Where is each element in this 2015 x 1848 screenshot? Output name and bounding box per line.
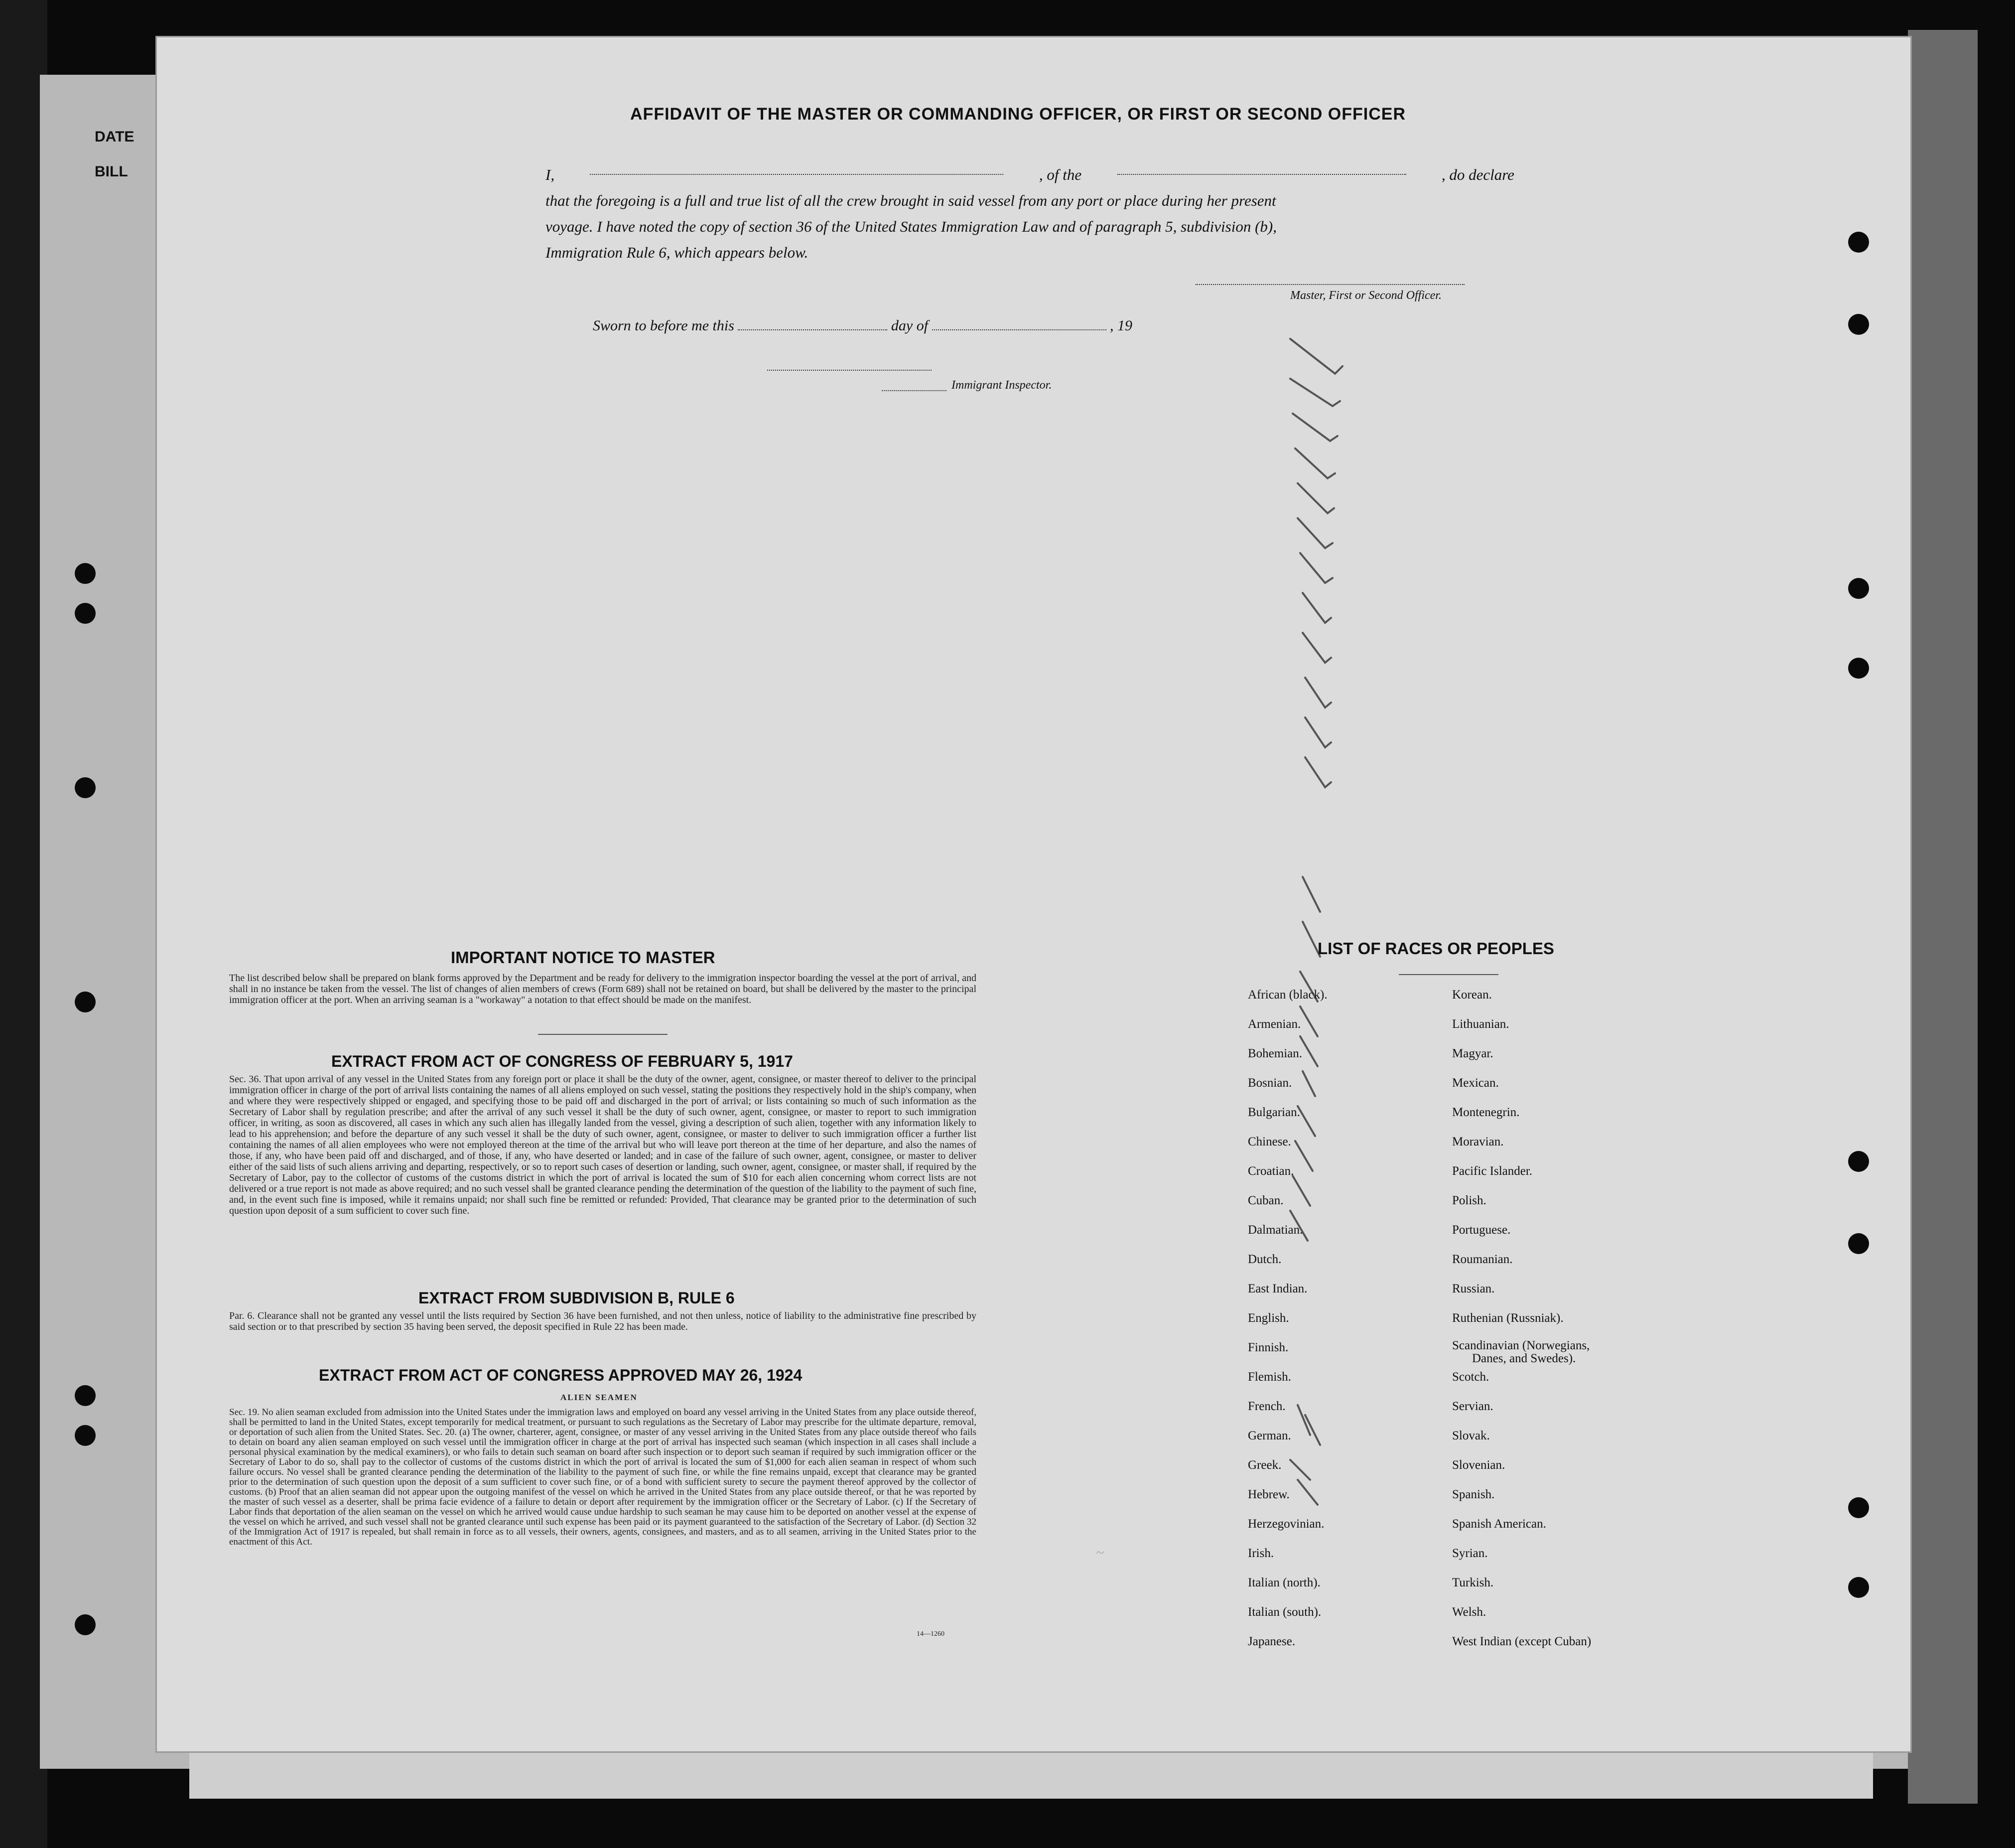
race-item: Cuban.: [1248, 1194, 1284, 1207]
races-left-column: [1248, 987, 1328, 1663]
sworn-day-field[interactable]: [738, 317, 887, 330]
race-item: Lithuanian.: [1452, 1017, 1509, 1031]
race-item-line: Danes, and Swedes).: [1472, 1352, 1576, 1365]
punch-hole: [1848, 232, 1869, 253]
side-tab-bill: BILL: [95, 163, 128, 180]
underlying-page-edge: [1908, 30, 1978, 1804]
race-item: Korean.: [1452, 988, 1492, 1001]
declaration-text: [545, 162, 1514, 266]
races-divider: [1399, 974, 1498, 975]
extract-1924-text: Sec. 19. No alien seaman excluded from admission into the United States under the immigration laws and employed on board any vessel arriving in the United States from any place outside thereof, shall be permitted to land in the United States, except temporarily for medical treatment, or pursuant to such regulations as the Secretary of Labor may prescribe for the ultimate departure, removal, or deportation of such alien from the United States. Sec. 20. (a) The owner, charterer, agent, consignee, or master of any vessel arriving in the United States from any place outside thereof who fails to detain on board any alien seaman employed on such vessel until the immigration officer in charge at the port of arrival has inspected such seaman (which inspection in all cases shall include a personal physical examination by the medical examiners), or who fails to detain such seaman on board after such inspection or to deport such seaman if required by such immigration officer or the Secretary of Labor to do so, shall pay to the collector of customs of the customs district in which the port of arrival is located the sum of $1,000 for each alien seaman in respect of whom such failure occurs. No vessel shall be granted clearance pending the determination of the liability to the payment of such fine, or while the fine remains unpaid, except that clearance may be granted prior to the determination of such question upon the deposit of a sum sufficient to cover such fine, or of a bond with sufficient surety to secure the payment thereof approved by the collector of customs. (b) Proof that an alien seaman did not appear upon the outgoing manifest of the vessel on which he arrived in the United States from any place outside thereof, or that he was reported by the master of such vessel as a deserter, shall be prima facie evidence of a failure to detain or deport after requirement by the immigration officer or the Secretary of Labor. (c) If the Secretary of Labor finds that deportation of the alien seaman on the vessel on which he arrived would cause undue hardship to such seaman he may cause him to be deported on another vessel at the expense of the vessel on which he arrived, and such vessel shall not be granted clearance until such expense has been paid or its payment guaranteed to the satisfaction of the Secretary of Labor. (d) Section 32 of the Immigration Act of 1917 is repealed, but shall remain in force as to all vessels, their owners, agents, consignees, and masters, and as to all seamen, arriving in the United States prior to the enactment of this Act.: [229, 1407, 976, 1547]
race-item: Greek.: [1248, 1458, 1282, 1472]
declaration-of-the: , of the: [1039, 166, 1082, 183]
form-number: 14—1260: [917, 1630, 944, 1638]
side-tab-date: DATE: [95, 129, 134, 145]
race-item: Spanish.: [1452, 1488, 1495, 1501]
race-item: Pacific Islander.: [1452, 1164, 1533, 1178]
name-field[interactable]: [590, 162, 1003, 175]
punch-hole: [1848, 1577, 1869, 1598]
race-item: Slovenian.: [1452, 1458, 1505, 1472]
punch-hole: [1848, 1151, 1869, 1172]
punch-hole: [75, 603, 96, 624]
punch-hole: [1848, 658, 1869, 679]
sworn-line: [593, 317, 1132, 334]
race-item: Turkish.: [1452, 1576, 1494, 1589]
race-item: Croatian.: [1248, 1164, 1294, 1178]
declaration-i: I,: [545, 166, 555, 183]
race-item: Montenegrin.: [1452, 1106, 1520, 1119]
race-item-line: Scandinavian (Norwegians,: [1452, 1339, 1590, 1352]
race-item: Scotch.: [1452, 1370, 1489, 1384]
punch-hole: [75, 777, 96, 798]
race-item: Herzegovinian.: [1248, 1517, 1325, 1531]
race-item: Syrian.: [1452, 1547, 1488, 1560]
race-item: Chinese.: [1248, 1135, 1291, 1148]
race-item: Bulgarian.: [1248, 1106, 1300, 1119]
race-item: Slovak.: [1452, 1429, 1490, 1442]
inspector-signature-line[interactable]: [767, 370, 932, 371]
punch-hole: [75, 1614, 96, 1635]
extract-rule6-title: EXTRACT FROM SUBDIVISION B, RULE 6: [418, 1289, 735, 1307]
race-item: Armenian.: [1248, 1017, 1301, 1031]
race-item: Italian (south).: [1248, 1605, 1322, 1619]
declaration-line-3: voyage. I have noted the copy of section 36 of the United States Immigration Law and of paragraph 5, subdivision (b),: [545, 218, 1277, 235]
extract-1924-title: EXTRACT FROM ACT OF CONGRESS APPROVED MAY 26, 1924: [319, 1366, 803, 1384]
extract-1917-text: Sec. 36. That upon arrival of any vessel in the United States from any foreign port or place it shall be the duty of the owner, agent, consignee, or master thereof to deliver to the principal immigration officer in charge of the port of arrival lists containing the names of all aliens employed on such vessel, stating the positions they respectively hold in the ship's company, when and where they were respectively shipped or engaged, and specifying those to be paid off and discharged in the port of arrival; or lists containing so much of such information as the Secretary of Labor shall by regulation prescribe; and after the arrival of any such vessel it shall be the duty of such owner, agent, consignee, or master to report to such immigration officer, in writing, as soon as discovered, all cases in which any such alien has illegally landed from the vessel, giving a description of such alien, together with any information likely to lead to his apprehension; and before the departure of any such vessel it shall be the duty of such owner, agent, consignee, or master to deliver to such immigration officer a further list containing the names of all alien employees who were not employed thereon at the time of the arrival but who will leave port thereon at the time of her departure, and also the names of those, if any, who have been paid off and discharged, and of those, if any, who have deserted or landed; and in case of the failure of such owner, agent, consignee, or master to deliver either of the said lists of such aliens arriving and departing, respectively, or so to report such cases of desertion or landing, such owner, agent, consignee, or master shall, if required by the Secretary of Labor, pay to the collector of customs of the customs district in which the port of arrival is located the sum of $10 for each alien concerning whom correct lists are not delivered or a true report is not made as above required; and no such vessel shall be granted clearance pending the determination of the question of the liability to the payment of such fine, and, in the event such fine is imposed, while it remains unpaid; nor shall such fine be remitted or refunded: Provided, That clearance may be granted prior to the determination of such question upon deposit of a sum sufficient to cover such fine.: [229, 1074, 976, 1216]
alien-seamen-heading: ALIEN SEAMEN: [560, 1393, 638, 1402]
extract-1917-title: EXTRACT FROM ACT OF CONGRESS OF FEBRUARY 5, 1917: [331, 1052, 793, 1070]
race-item: Russian.: [1452, 1282, 1495, 1295]
inspector-signature-line-short: [882, 390, 946, 391]
punch-hole: [75, 1425, 96, 1446]
race-item: Bosnian.: [1248, 1076, 1292, 1090]
race-item: French.: [1248, 1400, 1286, 1413]
extract-rule6-text: Par. 6. Clearance shall not be granted any vessel until the lists required by Section 36 have been furnished, and not then unless, notice of liability to the administrative fine prescribed by said section or to that prescribed by section 35 having been served, the deposit specified in Rule 22 has been made.: [229, 1310, 976, 1332]
punch-hole: [1848, 578, 1869, 599]
races-right-column: [1452, 987, 1591, 1663]
sworn-month-field[interactable]: [932, 317, 1106, 330]
race-item: Ruthenian (Russniak).: [1452, 1311, 1564, 1325]
handwritten-note: ~: [1096, 1545, 1104, 1561]
race-item: Hebrew.: [1248, 1488, 1290, 1501]
punch-hole: [75, 1385, 96, 1406]
declaration-do-declare: , do declare: [1441, 166, 1514, 183]
race-item: Polish.: [1452, 1194, 1486, 1207]
race-item: Roumanian.: [1452, 1253, 1513, 1266]
race-item: Dalmatian.: [1248, 1223, 1303, 1237]
race-item: Servian.: [1452, 1400, 1493, 1413]
signature-line[interactable]: [1196, 284, 1465, 285]
punch-hole: [1848, 314, 1869, 335]
punch-hole: [75, 563, 96, 584]
race-item: Japanese.: [1248, 1635, 1296, 1648]
race-item: Portuguese.: [1452, 1223, 1511, 1237]
race-item: East Indian.: [1248, 1282, 1308, 1295]
race-item: Irish.: [1248, 1547, 1274, 1560]
sworn-text: Sworn to before me this: [593, 317, 734, 334]
sworn-day-of: day of: [891, 317, 929, 334]
punch-hole: [1848, 1233, 1869, 1254]
race-item: African (black).: [1248, 988, 1328, 1001]
declaration-line-2: that the foregoing is a full and true list of all the crew brought in said vessel from any port or place during her present: [545, 192, 1276, 209]
race-item-scandinavian: [1452, 1339, 1591, 1369]
race-item: West Indian (except Cuban): [1452, 1635, 1592, 1648]
races-title: LIST OF RACES OR PEOPLES: [1318, 939, 1554, 958]
notice-text: The list described below shall be prepared on blank forms approved by the Department and be ready for delivery to the immigration inspector boarding the vessel at the port of arrival, and shall in no instance be taken from the vessel. The list of changes of alien members of crews (Form 689) shall not be retained on board, but shall be delivered by the master to the principal immigration officer at the port. When an arriving seaman is a "workaway" a notation to that effect should be made on the manifest.: [229, 973, 976, 1005]
side-tab-label: [95, 120, 134, 189]
race-item: Finnish.: [1248, 1341, 1289, 1354]
race-item: Welsh.: [1452, 1605, 1486, 1619]
race-item: Dutch.: [1248, 1253, 1282, 1266]
inspector-label: Immigrant Inspector.: [951, 379, 1052, 392]
sworn-year: , 19: [1110, 317, 1133, 334]
race-item: Moravian.: [1452, 1135, 1504, 1148]
race-item: Italian (north).: [1248, 1576, 1321, 1589]
punch-hole: [75, 992, 96, 1012]
race-item: Mexican.: [1452, 1076, 1499, 1090]
race-item: English.: [1248, 1311, 1289, 1325]
race-item: Spanish American.: [1452, 1517, 1546, 1531]
declaration-line-4: Immigration Rule 6, which appears below.: [545, 244, 808, 261]
race-item: Flemish.: [1248, 1370, 1291, 1384]
race-item: Magyar.: [1452, 1047, 1493, 1060]
signature-label: Master, First or Second Officer.: [1290, 289, 1442, 302]
divider: [538, 1034, 668, 1035]
notice-title: IMPORTANT NOTICE TO MASTER: [451, 948, 715, 967]
race-item: Bohemian.: [1248, 1047, 1303, 1060]
affidavit-title: AFFIDAVIT OF THE MASTER OR COMMANDING OFFICER, OR FIRST OR SECOND OFFICER: [630, 105, 1406, 124]
punch-hole: [1848, 1497, 1869, 1518]
race-item: German.: [1248, 1429, 1291, 1442]
vessel-field[interactable]: [1117, 162, 1406, 175]
